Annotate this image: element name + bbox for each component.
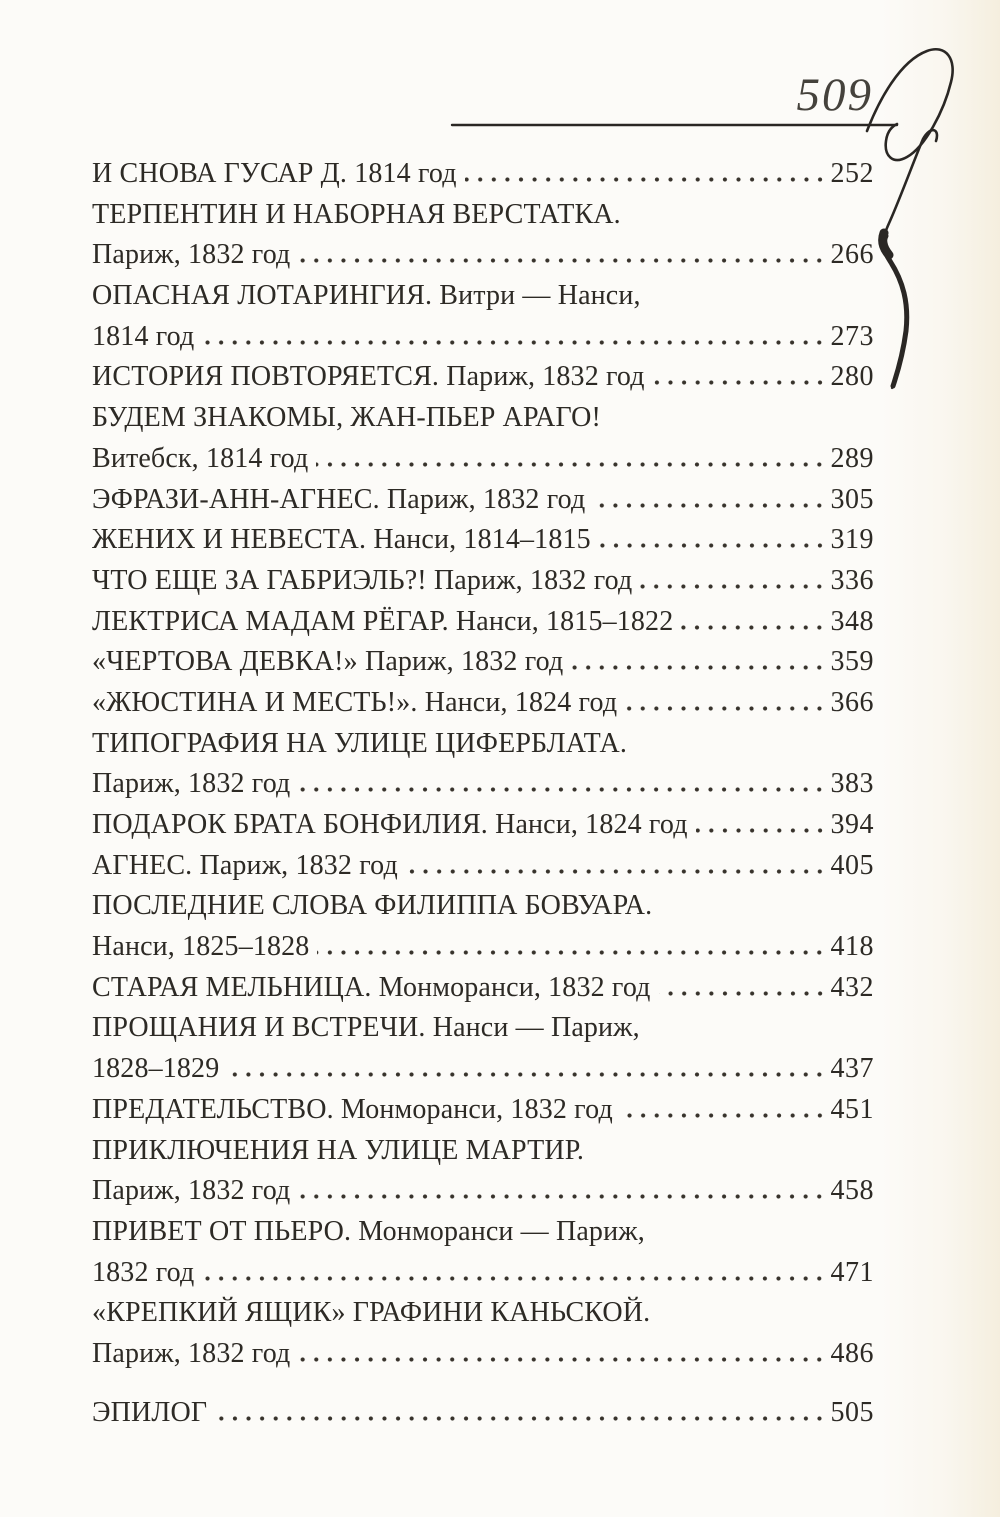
toc-entry-title: ОПАСНАЯ ЛОТАРИНГИЯ. Витри — Нанси,	[92, 280, 641, 312]
table-of-contents	[92, 154, 874, 1433]
toc-row	[92, 1008, 874, 1049]
toc-entry-page: 336	[830, 564, 874, 596]
dot-leader	[298, 1357, 826, 1362]
toc-entry-page: 437	[830, 1053, 874, 1085]
toc-entry-title: СТАРАЯ МЕЛЬНИЦА. Монморанси, 1832 год	[92, 971, 651, 1003]
toc-row	[92, 195, 874, 236]
toc-row	[92, 1293, 874, 1334]
toc-entry-title: ПРЕДАТЕЛЬСТВО. Монморанси, 1832 год	[92, 1093, 613, 1125]
dot-leader	[227, 1072, 826, 1077]
dot-leader	[298, 258, 826, 263]
toc-row	[92, 1253, 874, 1294]
dot-leader	[298, 1194, 826, 1199]
toc-row	[92, 846, 874, 887]
toc-row	[92, 927, 874, 968]
dot-leader	[215, 1416, 826, 1421]
dot-leader	[599, 543, 827, 548]
toc-entry-page: 486	[830, 1337, 874, 1369]
dot-leader	[571, 665, 826, 670]
toc-row	[92, 1212, 874, 1253]
toc-entry-page: 305	[830, 483, 874, 515]
toc-entry-title: АГНЕС. Париж, 1832 год	[92, 849, 398, 881]
toc-row	[92, 886, 874, 927]
toc-entry-page: 289	[830, 442, 874, 474]
toc-row	[92, 561, 874, 602]
toc-row	[92, 805, 874, 846]
toc-entry-title: «ЧЕРТОВА ДЕВКА!» Париж, 1832 год	[92, 646, 564, 678]
toc-entry-title: Нанси, 1825–1828	[92, 931, 310, 963]
toc-entry-title: 1828–1829	[92, 1053, 220, 1085]
toc-entry-title: ЭФРАЗИ-АНН-АГНЕС. Париж, 1832 год	[92, 483, 586, 515]
toc-row	[92, 520, 874, 561]
toc-entry-title: Париж, 1832 год	[92, 1337, 291, 1369]
toc-row	[92, 439, 874, 480]
toc-entry-title: ПОДАРОК БРАТА БОНФИЛИЯ. Нанси, 1824 год	[92, 809, 688, 840]
toc-row	[92, 1049, 874, 1090]
dot-leader	[621, 1113, 827, 1118]
toc-entry-page: 383	[830, 768, 874, 800]
toc-entry-title: ТЕРПЕНТИН И НАБОРНАЯ ВЕРСТАТКА.	[92, 198, 621, 230]
dot-leader	[317, 950, 826, 955]
toc-entry-title: «ЖЮСТИНА И МЕСТЬ!». Нанси, 1824 год	[92, 686, 618, 718]
dot-leader	[653, 380, 827, 385]
toc-entry-title: ПРОЩАНИЯ И ВСТРЕЧИ. Нанси — Париж,	[92, 1012, 640, 1044]
toc-entry-title: ЖЕНИХ И НЕВЕСТА. Нанси, 1814–1815	[92, 524, 591, 556]
dot-leader	[696, 828, 827, 833]
toc-row	[92, 602, 874, 643]
toc-entry-page: 418	[830, 931, 874, 963]
toc-row	[92, 764, 874, 805]
toc-row	[92, 154, 874, 195]
toc-entry-title: ПРИВЕТ ОТ ПЬЕРО. Монморанси — Париж,	[92, 1215, 645, 1247]
toc-entry-title: ИСТОРИЯ ПОВТОРЯЕТСЯ. Париж, 1832 год	[92, 361, 645, 393]
toc-row	[92, 276, 874, 317]
dot-leader	[640, 584, 826, 589]
toc-entry-page: 273	[830, 320, 874, 352]
toc-entry-page: 348	[830, 605, 874, 637]
toc-row	[92, 683, 874, 724]
toc-entry-title: БУДЕМ ЗНАКОМЫ, ЖАН-ПЬЕР АРАГО!	[92, 402, 601, 434]
toc-entry-page: 505	[830, 1396, 874, 1428]
toc-entry-title: Париж, 1832 год	[92, 768, 291, 800]
dot-leader	[406, 869, 827, 874]
toc-entry-title: 1814 год	[92, 320, 195, 352]
dot-leader	[202, 1276, 826, 1281]
page-number: 509	[796, 69, 873, 121]
toc-entry-page: 266	[830, 239, 874, 271]
toc-entry-page: 319	[830, 524, 874, 556]
dot-leader	[202, 340, 826, 345]
toc-entry-title: 1832 год	[92, 1256, 195, 1288]
toc-row	[92, 317, 874, 358]
toc-entry-title: ЛЕКТРИСА МАДАМ РЁГАР. Нанси, 1815–1822	[92, 605, 674, 637]
toc-entry-page: 458	[830, 1175, 874, 1207]
toc-row	[92, 1393, 874, 1434]
dot-leader	[593, 503, 826, 508]
dot-leader	[625, 706, 826, 711]
toc-entry-page: 366	[830, 686, 874, 718]
toc-row	[92, 724, 874, 765]
toc-row	[92, 480, 874, 521]
toc-entry-title: ЧТО ЕЩЕ ЗА ГАБРИЭЛЬ?! Париж, 1832 год	[92, 564, 633, 596]
toc-entry-page: 405	[830, 849, 874, 881]
dot-leader	[298, 787, 826, 792]
toc-entry-page: 359	[830, 646, 874, 678]
flourish-tail-upper	[884, 130, 937, 249]
dot-leader	[681, 625, 826, 630]
toc-entry-page: 252	[830, 158, 874, 189]
toc-entry-page: 432	[830, 971, 874, 1003]
toc-entry-title: Париж, 1832 год	[92, 239, 291, 271]
flourish-loop	[867, 49, 953, 160]
toc-row	[92, 398, 874, 439]
toc-entry-page: 451	[830, 1093, 874, 1125]
toc-entry-title: ЭПИЛОГ	[92, 1396, 208, 1428]
dot-leader	[659, 991, 827, 996]
toc-row	[92, 1171, 874, 1212]
toc-entry-title: Витебск, 1814 год	[92, 442, 309, 474]
toc-row	[92, 1334, 874, 1375]
dot-leader	[316, 462, 826, 467]
toc-row	[92, 1131, 874, 1172]
toc-row	[92, 968, 874, 1009]
toc-row	[92, 357, 874, 398]
toc-row	[92, 235, 874, 276]
toc-entry-title: ПРИКЛЮЧЕНИЯ НА УЛИЦЕ МАРТИР.	[92, 1134, 585, 1166]
dot-leader	[465, 177, 827, 182]
toc-entry-title: «КРЕПКИЙ ЯЩИК» ГРАФИНИ КАНЬСКОЙ.	[92, 1297, 651, 1329]
toc-entry-title: И СНОВА ГУСАР Д. 1814 год	[92, 158, 457, 189]
toc-row	[92, 642, 874, 683]
toc-entry-title: ТИПОГРАФИЯ НА УЛИЦЕ ЦИФЕРБЛАТА.	[92, 727, 628, 759]
toc-entry-title: ПОСЛЕДНИЕ СЛОВА ФИЛИППА БОВУАРА.	[92, 890, 653, 922]
toc-row	[92, 1090, 874, 1131]
toc-entry-page: 280	[830, 361, 874, 393]
toc-entry-title: Париж, 1832 год	[92, 1175, 291, 1207]
toc-entry-page: 471	[830, 1256, 874, 1288]
toc-entry-page: 394	[830, 809, 874, 840]
